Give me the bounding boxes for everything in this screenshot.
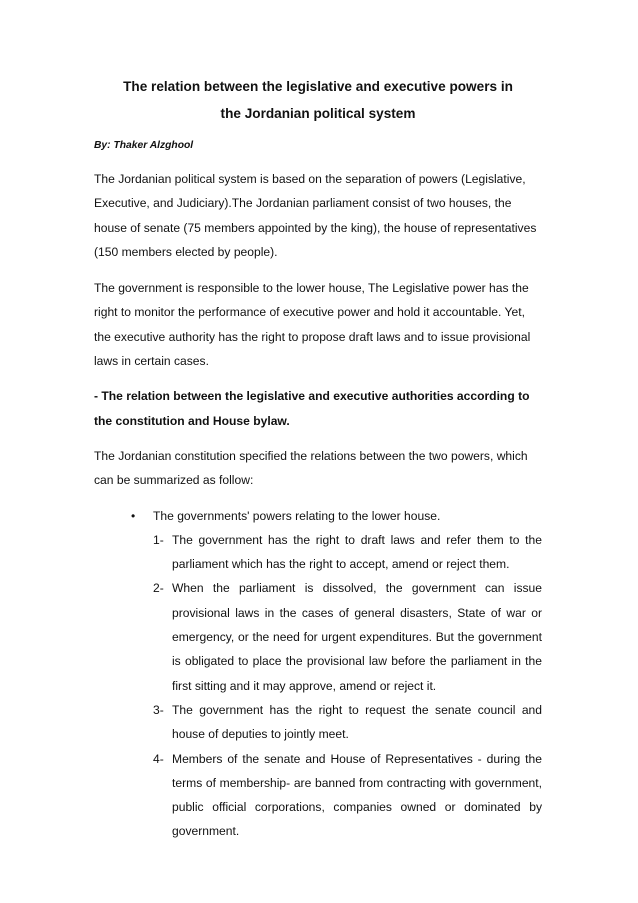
- bullet-icon: •: [131, 508, 136, 523]
- list-item-text: The government has the right to request the senate council and house of deputies to jointly meet.: [172, 702, 542, 742]
- list-item-text: When the parliament is dissolved, the government can issue provisional laws in the cases of general disasters, State of war or emergency, or the need for urgent expenditures. But the government is obligated to place the provisional law before the parliament in the first sitting and it may approve, amend or reject it.: [172, 581, 542, 693]
- list-item-marker: 4-: [153, 751, 164, 766]
- list-item-marker: 3-: [153, 702, 164, 717]
- document-title: [94, 73, 542, 127]
- list-item: [94, 747, 542, 844]
- list-item-marker: 2-: [153, 581, 164, 596]
- title-line-2: the Jordanian political system: [220, 106, 416, 121]
- list-item: [94, 576, 542, 697]
- section-intro: The Jordanian constitution specified the relations between the two powers, which can be summarized as follow:: [94, 448, 528, 488]
- bullet-item-text: The governments' powers relating to the lower house.: [153, 508, 441, 523]
- page-content: [94, 73, 542, 844]
- numbered-list: [94, 528, 542, 844]
- list-item: [94, 698, 542, 747]
- list-item-marker: 1-: [153, 532, 164, 547]
- title-line-1: The relation between the legislative and executive powers in: [123, 79, 513, 94]
- author-byline: By: Thaker Alzghool: [94, 140, 194, 151]
- list-item-text: The government has the right to draft laws and refer them to the parliament which has the right to accept, amend or reject them.: [172, 532, 542, 572]
- bullet-item: [94, 504, 542, 528]
- section-heading: - The relation between the legislative and executive authorities according to the constitution and House bylaw.: [94, 389, 530, 428]
- government-paragraph: The government is responsible to the lower house, The Legislative power has the right to monitor the performance of executive power and hold it accountable. Yet, the executive authority has the right to propose draft laws and to issue provisional laws in certain cases.: [94, 281, 531, 369]
- intro-paragraph: The Jordanian political system is based on the separation of powers (Legislative, Executive, and Judiciary).The Jordanian parliament consist of two houses, the house of senate (75 members appointed by the king), the house of representatives (150 members elected by people).: [94, 172, 537, 259]
- list-item: [94, 528, 542, 577]
- list-item-text: Members of the senate and House of Representatives - during the terms of membership- are banned from contracting with government, public official corporations, companies owned or dominated by government.: [172, 751, 542, 839]
